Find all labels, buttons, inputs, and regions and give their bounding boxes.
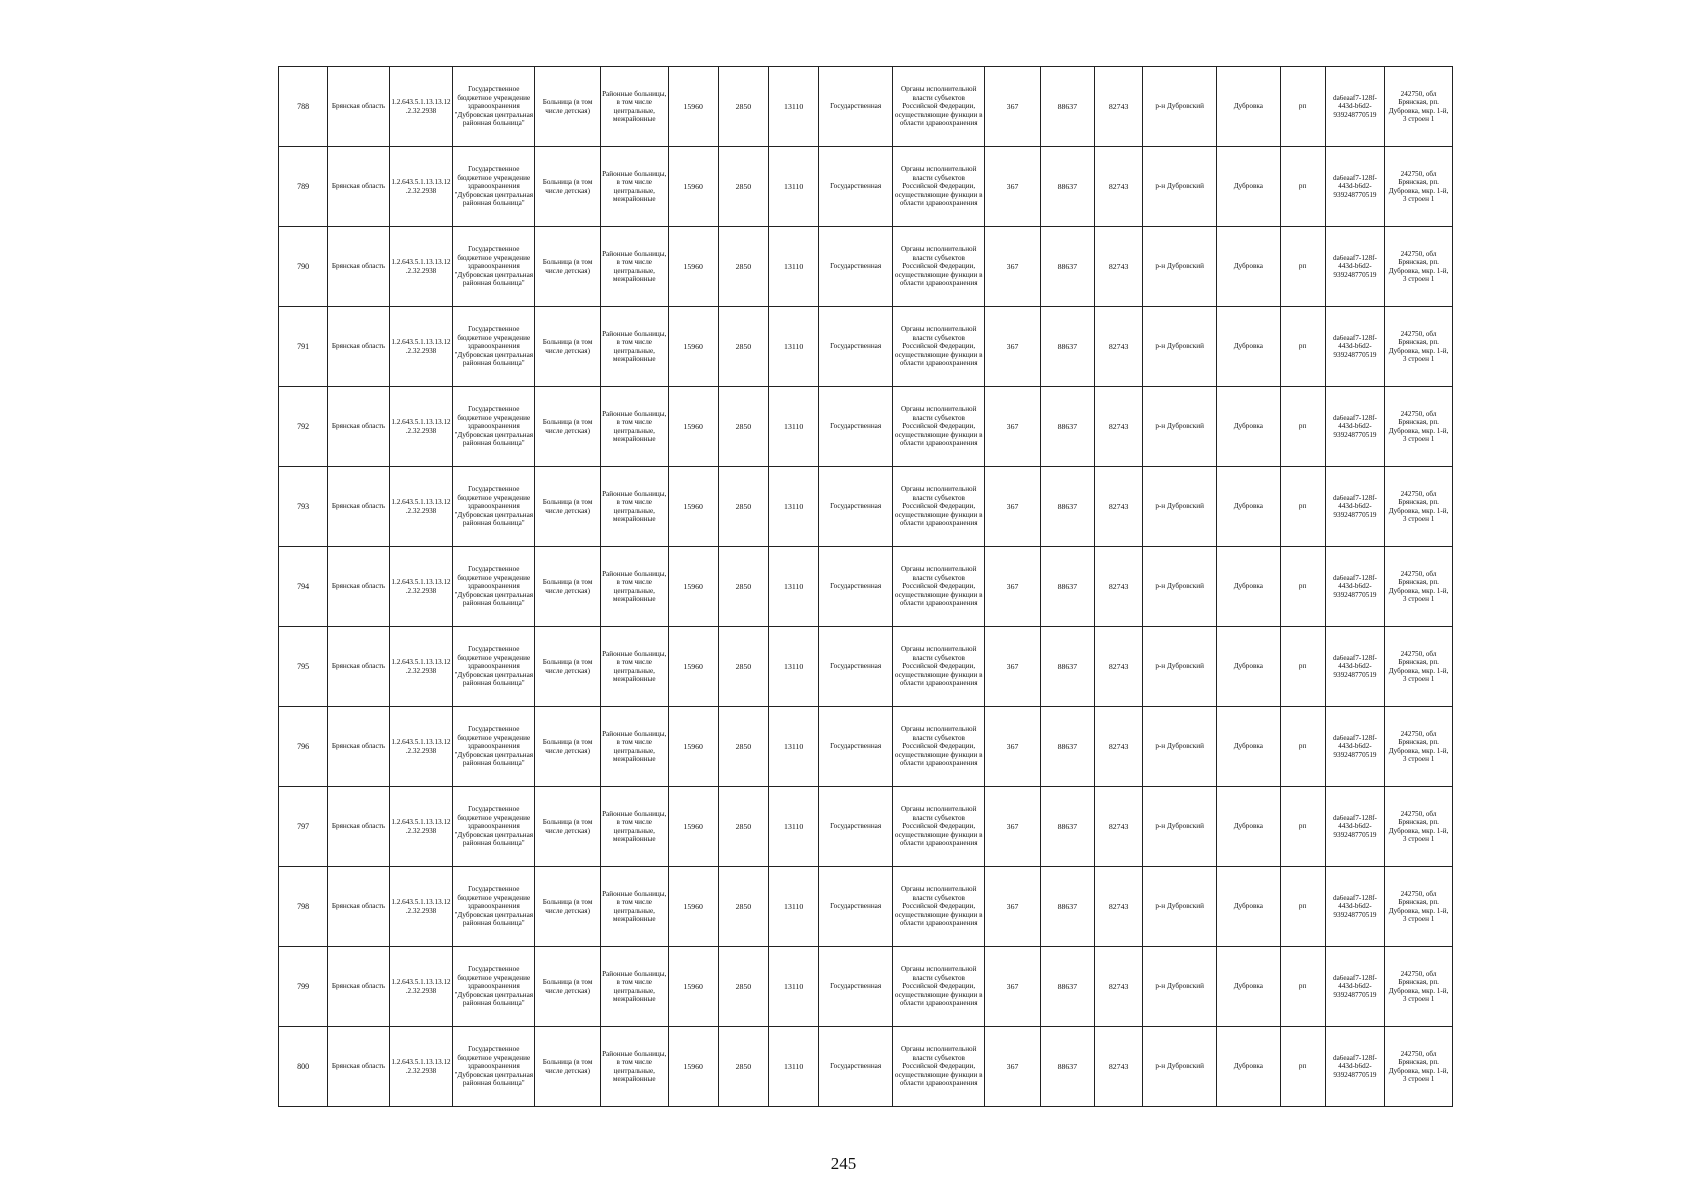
address-cell: 242750, обл Брянская, рп. Дубровка, мкр. 1-й, 3 строен 1 — [1385, 467, 1453, 547]
authority-cell: Органы исполнительной власти субъектов Российской Федерации, осуществляющие функции в области здравоохранения — [893, 147, 985, 227]
region-cell: Брянская область — [328, 307, 390, 387]
value-cell-6: 82743 — [1095, 67, 1143, 147]
region-cell: Брянская область — [328, 67, 390, 147]
facility-kind-cell: Больница (в том числе детская) — [535, 387, 601, 467]
table-row — [279, 147, 1453, 227]
oid-code-cell: 1.2.643.5.1.13.13.12.2.32.2938 — [389, 1027, 453, 1107]
table-row — [279, 387, 1453, 467]
authority-cell: Органы исполнительной власти субъектов Российской Федерации, осуществляющие функции в области здравоохранения — [893, 1027, 985, 1107]
address-cell: 242750, обл Брянская, рп. Дубровка, мкр. 1-й, 3 строен 1 — [1385, 147, 1453, 227]
organization-name-cell: Государственное бюджетное учреждение здравоохранения "Дубровская центральная районная больница" — [453, 547, 535, 627]
ownership-cell: Государственная — [819, 1027, 893, 1107]
value-cell-1: 15960 — [668, 467, 718, 547]
facility-category-cell: Районные больницы, в том числе центральные, межрайонные — [600, 67, 668, 147]
ownership-cell: Государственная — [819, 707, 893, 787]
facility-category-cell: Районные больницы, в том числе центральные, межрайонные — [600, 387, 668, 467]
authority-cell: Органы исполнительной власти субъектов Российской Федерации, осуществляющие функции в области здравоохранения — [893, 227, 985, 307]
district-cell: р-н Дубровский — [1143, 1027, 1217, 1107]
value-cell-4: 367 — [985, 147, 1040, 227]
ownership-cell: Государственная — [819, 387, 893, 467]
organization-name-cell: Государственное бюджетное учреждение здравоохранения "Дубровская центральная районная больница" — [453, 387, 535, 467]
facility-kind-cell: Больница (в том числе детская) — [535, 627, 601, 707]
settlement-type-cell: рп — [1280, 387, 1325, 467]
value-cell-3: 13110 — [769, 467, 819, 547]
value-cell-6: 82743 — [1095, 707, 1143, 787]
facility-kind-cell: Больница (в том числе детская) — [535, 947, 601, 1027]
row-number-cell: 795 — [279, 627, 328, 707]
value-cell-2: 2850 — [718, 147, 768, 227]
row-number-cell: 788 — [279, 67, 328, 147]
settlement-cell: Дубровка — [1217, 787, 1281, 867]
address-cell: 242750, обл Брянская, рп. Дубровка, мкр. 1-й, 3 строен 1 — [1385, 307, 1453, 387]
settlement-type-cell: рп — [1280, 787, 1325, 867]
value-cell-5: 88637 — [1040, 707, 1094, 787]
address-cell: 242750, обл Брянская, рп. Дубровка, мкр. 1-й, 3 строен 1 — [1385, 867, 1453, 947]
region-cell: Брянская область — [328, 867, 390, 947]
table-row — [279, 227, 1453, 307]
oid-code-cell: 1.2.643.5.1.13.13.12.2.32.2938 — [389, 547, 453, 627]
ownership-cell: Государственная — [819, 787, 893, 867]
value-cell-6: 82743 — [1095, 467, 1143, 547]
settlement-type-cell: рп — [1280, 867, 1325, 947]
guid-cell: da6eaaf7-128f-443d-b6d2-939248770519 — [1325, 867, 1384, 947]
district-cell: р-н Дубровский — [1143, 707, 1217, 787]
value-cell-6: 82743 — [1095, 227, 1143, 307]
value-cell-3: 13110 — [769, 627, 819, 707]
facility-kind-cell: Больница (в том числе детская) — [535, 707, 601, 787]
facility-category-cell: Районные больницы, в том числе центральные, межрайонные — [600, 867, 668, 947]
row-number-cell: 793 — [279, 467, 328, 547]
value-cell-6: 82743 — [1095, 1027, 1143, 1107]
authority-cell: Органы исполнительной власти субъектов Российской Федерации, осуществляющие функции в области здравоохранения — [893, 787, 985, 867]
address-cell: 242750, обл Брянская, рп. Дубровка, мкр. 1-й, 3 строен 1 — [1385, 547, 1453, 627]
oid-code-cell: 1.2.643.5.1.13.13.12.2.32.2938 — [389, 227, 453, 307]
guid-cell: da6eaaf7-128f-443d-b6d2-939248770519 — [1325, 147, 1384, 227]
guid-cell: da6eaaf7-128f-443d-b6d2-939248770519 — [1325, 787, 1384, 867]
table-row — [279, 67, 1453, 147]
value-cell-4: 367 — [985, 467, 1040, 547]
settlement-cell: Дубровка — [1217, 387, 1281, 467]
settlement-cell: Дубровка — [1217, 707, 1281, 787]
settlement-type-cell: рп — [1280, 547, 1325, 627]
facility-category-cell: Районные больницы, в том числе центральные, межрайонные — [600, 707, 668, 787]
facility-category-cell: Районные больницы, в том числе центральные, межрайонные — [600, 467, 668, 547]
value-cell-2: 2850 — [718, 387, 768, 467]
district-cell: р-н Дубровский — [1143, 67, 1217, 147]
district-cell: р-н Дубровский — [1143, 467, 1217, 547]
document-sheet — [278, 66, 1453, 1107]
oid-code-cell: 1.2.643.5.1.13.13.12.2.32.2938 — [389, 707, 453, 787]
facility-category-cell: Районные больницы, в том числе центральные, межрайонные — [600, 547, 668, 627]
value-cell-5: 88637 — [1040, 787, 1094, 867]
guid-cell: da6eaaf7-128f-443d-b6d2-939248770519 — [1325, 1027, 1384, 1107]
authority-cell: Органы исполнительной власти субъектов Российской Федерации, осуществляющие функции в области здравоохранения — [893, 307, 985, 387]
value-cell-5: 88637 — [1040, 947, 1094, 1027]
row-number-cell: 794 — [279, 547, 328, 627]
value-cell-2: 2850 — [718, 867, 768, 947]
settlement-cell: Дубровка — [1217, 867, 1281, 947]
value-cell-1: 15960 — [668, 947, 718, 1027]
ownership-cell: Государственная — [819, 547, 893, 627]
oid-code-cell: 1.2.643.5.1.13.13.12.2.32.2938 — [389, 387, 453, 467]
address-cell: 242750, обл Брянская, рп. Дубровка, мкр. 1-й, 3 строен 1 — [1385, 707, 1453, 787]
district-cell: р-н Дубровский — [1143, 147, 1217, 227]
oid-code-cell: 1.2.643.5.1.13.13.12.2.32.2938 — [389, 867, 453, 947]
organization-name-cell: Государственное бюджетное учреждение здравоохранения "Дубровская центральная районная больница" — [453, 1027, 535, 1107]
value-cell-6: 82743 — [1095, 547, 1143, 627]
value-cell-5: 88637 — [1040, 307, 1094, 387]
guid-cell: da6eaaf7-128f-443d-b6d2-939248770519 — [1325, 947, 1384, 1027]
authority-cell: Органы исполнительной власти субъектов Российской Федерации, осуществляющие функции в области здравоохранения — [893, 387, 985, 467]
row-number-cell: 796 — [279, 707, 328, 787]
value-cell-3: 13110 — [769, 547, 819, 627]
guid-cell: da6eaaf7-128f-443d-b6d2-939248770519 — [1325, 307, 1384, 387]
guid-cell: da6eaaf7-128f-443d-b6d2-939248770519 — [1325, 627, 1384, 707]
address-cell: 242750, обл Брянская, рп. Дубровка, мкр. 1-й, 3 строен 1 — [1385, 627, 1453, 707]
value-cell-6: 82743 — [1095, 867, 1143, 947]
settlement-cell: Дубровка — [1217, 467, 1281, 547]
settlement-type-cell: рп — [1280, 307, 1325, 387]
region-cell: Брянская область — [328, 147, 390, 227]
facility-kind-cell: Больница (в том числе детская) — [535, 227, 601, 307]
value-cell-5: 88637 — [1040, 227, 1094, 307]
settlement-cell: Дубровка — [1217, 947, 1281, 1027]
region-cell: Брянская область — [328, 547, 390, 627]
oid-code-cell: 1.2.643.5.1.13.13.12.2.32.2938 — [389, 307, 453, 387]
value-cell-5: 88637 — [1040, 147, 1094, 227]
address-cell: 242750, обл Брянская, рп. Дубровка, мкр. 1-й, 3 строен 1 — [1385, 1027, 1453, 1107]
value-cell-4: 367 — [985, 307, 1040, 387]
facility-kind-cell: Больница (в том числе детская) — [535, 1027, 601, 1107]
facility-kind-cell: Больница (в том числе детская) — [535, 867, 601, 947]
authority-cell: Органы исполнительной власти субъектов Российской Федерации, осуществляющие функции в области здравоохранения — [893, 547, 985, 627]
value-cell-4: 367 — [985, 627, 1040, 707]
ownership-cell: Государственная — [819, 467, 893, 547]
authority-cell: Органы исполнительной власти субъектов Российской Федерации, осуществляющие функции в области здравоохранения — [893, 867, 985, 947]
page-number: 245 — [830, 1154, 857, 1173]
oid-code-cell: 1.2.643.5.1.13.13.12.2.32.2938 — [389, 147, 453, 227]
settlement-cell: Дубровка — [1217, 1027, 1281, 1107]
guid-cell: da6eaaf7-128f-443d-b6d2-939248770519 — [1325, 707, 1384, 787]
facility-kind-cell: Больница (в том числе детская) — [535, 787, 601, 867]
authority-cell: Органы исполнительной власти субъектов Российской Федерации, осуществляющие функции в области здравоохранения — [893, 467, 985, 547]
authority-cell: Органы исполнительной власти субъектов Российской Федерации, осуществляющие функции в области здравоохранения — [893, 67, 985, 147]
settlement-cell: Дубровка — [1217, 147, 1281, 227]
row-number-cell: 790 — [279, 227, 328, 307]
value-cell-3: 13110 — [769, 307, 819, 387]
region-cell: Брянская область — [328, 467, 390, 547]
value-cell-4: 367 — [985, 1027, 1040, 1107]
region-cell: Брянская область — [328, 627, 390, 707]
organization-name-cell: Государственное бюджетное учреждение здравоохранения "Дубровская центральная районная больница" — [453, 67, 535, 147]
organization-name-cell: Государственное бюджетное учреждение здравоохранения "Дубровская центральная районная больница" — [453, 947, 535, 1027]
guid-cell: da6eaaf7-128f-443d-b6d2-939248770519 — [1325, 227, 1384, 307]
value-cell-5: 88637 — [1040, 547, 1094, 627]
value-cell-1: 15960 — [668, 707, 718, 787]
ownership-cell: Государственная — [819, 867, 893, 947]
value-cell-1: 15960 — [668, 387, 718, 467]
settlement-cell: Дубровка — [1217, 547, 1281, 627]
authority-cell: Органы исполнительной власти субъектов Российской Федерации, осуществляющие функции в области здравоохранения — [893, 947, 985, 1027]
value-cell-3: 13110 — [769, 867, 819, 947]
organization-name-cell: Государственное бюджетное учреждение здравоохранения "Дубровская центральная районная больница" — [453, 867, 535, 947]
row-number-cell: 792 — [279, 387, 328, 467]
oid-code-cell: 1.2.643.5.1.13.13.12.2.32.2938 — [389, 947, 453, 1027]
value-cell-3: 13110 — [769, 947, 819, 1027]
value-cell-2: 2850 — [718, 1027, 768, 1107]
region-cell: Брянская область — [328, 707, 390, 787]
value-cell-3: 13110 — [769, 67, 819, 147]
settlement-type-cell: рп — [1280, 1027, 1325, 1107]
row-number-cell: 797 — [279, 787, 328, 867]
value-cell-4: 367 — [985, 67, 1040, 147]
facility-kind-cell: Больница (в том числе детская) — [535, 67, 601, 147]
value-cell-4: 367 — [985, 867, 1040, 947]
district-cell: р-н Дубровский — [1143, 787, 1217, 867]
oid-code-cell: 1.2.643.5.1.13.13.12.2.32.2938 — [389, 787, 453, 867]
settlement-cell: Дубровка — [1217, 307, 1281, 387]
district-cell: р-н Дубровский — [1143, 627, 1217, 707]
address-cell: 242750, обл Брянская, рп. Дубровка, мкр. 1-й, 3 строен 1 — [1385, 387, 1453, 467]
guid-cell: da6eaaf7-128f-443d-b6d2-939248770519 — [1325, 547, 1384, 627]
region-cell: Брянская область — [328, 1027, 390, 1107]
organization-name-cell: Государственное бюджетное учреждение здравоохранения "Дубровская центральная районная больница" — [453, 707, 535, 787]
value-cell-3: 13110 — [769, 227, 819, 307]
district-cell: р-н Дубровский — [1143, 947, 1217, 1027]
value-cell-6: 82743 — [1095, 627, 1143, 707]
settlement-type-cell: рп — [1280, 947, 1325, 1027]
region-cell: Брянская область — [328, 227, 390, 307]
value-cell-6: 82743 — [1095, 947, 1143, 1027]
value-cell-1: 15960 — [668, 627, 718, 707]
table-row — [279, 547, 1453, 627]
ownership-cell: Государственная — [819, 227, 893, 307]
district-cell: р-н Дубровский — [1143, 307, 1217, 387]
ownership-cell: Государственная — [819, 147, 893, 227]
value-cell-1: 15960 — [668, 147, 718, 227]
oid-code-cell: 1.2.643.5.1.13.13.12.2.32.2938 — [389, 67, 453, 147]
facility-kind-cell: Больница (в том числе детская) — [535, 147, 601, 227]
value-cell-6: 82743 — [1095, 147, 1143, 227]
address-cell: 242750, обл Брянская, рп. Дубровка, мкр. 1-й, 3 строен 1 — [1385, 227, 1453, 307]
table-row — [279, 1027, 1453, 1107]
value-cell-2: 2850 — [718, 467, 768, 547]
settlement-type-cell: рп — [1280, 227, 1325, 307]
value-cell-2: 2850 — [718, 947, 768, 1027]
value-cell-3: 13110 — [769, 787, 819, 867]
facility-category-cell: Районные больницы, в том числе центральные, межрайонные — [600, 1027, 668, 1107]
row-number-cell: 798 — [279, 867, 328, 947]
ownership-cell: Государственная — [819, 627, 893, 707]
authority-cell: Органы исполнительной власти субъектов Российской Федерации, осуществляющие функции в области здравоохранения — [893, 627, 985, 707]
oid-code-cell: 1.2.643.5.1.13.13.12.2.32.2938 — [389, 627, 453, 707]
facility-kind-cell: Больница (в том числе детская) — [535, 547, 601, 627]
address-cell: 242750, обл Брянская, рп. Дубровка, мкр. 1-й, 3 строен 1 — [1385, 787, 1453, 867]
value-cell-2: 2850 — [718, 547, 768, 627]
value-cell-4: 367 — [985, 387, 1040, 467]
value-cell-1: 15960 — [668, 227, 718, 307]
organization-name-cell: Государственное бюджетное учреждение здравоохранения "Дубровская центральная районная больница" — [453, 227, 535, 307]
value-cell-2: 2850 — [718, 307, 768, 387]
value-cell-1: 15960 — [668, 67, 718, 147]
value-cell-2: 2850 — [718, 227, 768, 307]
table-row — [279, 627, 1453, 707]
organization-name-cell: Государственное бюджетное учреждение здравоохранения "Дубровская центральная районная больница" — [453, 627, 535, 707]
row-number-cell: 799 — [279, 947, 328, 1027]
region-cell: Брянская область — [328, 947, 390, 1027]
ownership-cell: Государственная — [819, 947, 893, 1027]
value-cell-5: 88637 — [1040, 387, 1094, 467]
district-cell: р-н Дубровский — [1143, 867, 1217, 947]
table-row — [279, 867, 1453, 947]
value-cell-1: 15960 — [668, 787, 718, 867]
ownership-cell: Государственная — [819, 67, 893, 147]
value-cell-2: 2850 — [718, 787, 768, 867]
authority-cell: Органы исполнительной власти субъектов Российской Федерации, осуществляющие функции в области здравоохранения — [893, 707, 985, 787]
guid-cell: da6eaaf7-128f-443d-b6d2-939248770519 — [1325, 387, 1384, 467]
oid-code-cell: 1.2.643.5.1.13.13.12.2.32.2938 — [389, 467, 453, 547]
value-cell-3: 13110 — [769, 147, 819, 227]
value-cell-3: 13110 — [769, 387, 819, 467]
table-row — [279, 707, 1453, 787]
table-row — [279, 787, 1453, 867]
district-cell: р-н Дубровский — [1143, 547, 1217, 627]
settlement-cell: Дубровка — [1217, 67, 1281, 147]
facility-category-cell: Районные больницы, в том числе центральные, межрайонные — [600, 627, 668, 707]
value-cell-3: 13110 — [769, 707, 819, 787]
value-cell-6: 82743 — [1095, 307, 1143, 387]
value-cell-6: 82743 — [1095, 787, 1143, 867]
row-number-cell: 789 — [279, 147, 328, 227]
district-cell: р-н Дубровский — [1143, 387, 1217, 467]
value-cell-4: 367 — [985, 227, 1040, 307]
address-cell: 242750, обл Брянская, рп. Дубровка, мкр. 1-й, 3 строен 1 — [1385, 67, 1453, 147]
value-cell-5: 88637 — [1040, 67, 1094, 147]
settlement-type-cell: рп — [1280, 707, 1325, 787]
value-cell-1: 15960 — [668, 307, 718, 387]
settlement-type-cell: рп — [1280, 67, 1325, 147]
settlement-cell: Дубровка — [1217, 627, 1281, 707]
table-body — [279, 67, 1453, 1107]
value-cell-5: 88637 — [1040, 627, 1094, 707]
value-cell-6: 82743 — [1095, 387, 1143, 467]
facility-category-cell: Районные больницы, в том числе центральные, межрайонные — [600, 947, 668, 1027]
guid-cell: da6eaaf7-128f-443d-b6d2-939248770519 — [1325, 467, 1384, 547]
region-cell: Брянская область — [328, 787, 390, 867]
facility-kind-cell: Больница (в том числе детская) — [535, 467, 601, 547]
value-cell-3: 13110 — [769, 1027, 819, 1107]
facility-category-cell: Районные больницы, в том числе центральные, межрайонные — [600, 147, 668, 227]
organization-name-cell: Государственное бюджетное учреждение здравоохранения "Дубровская центральная районная больница" — [453, 307, 535, 387]
value-cell-5: 88637 — [1040, 1027, 1094, 1107]
value-cell-5: 88637 — [1040, 467, 1094, 547]
facility-category-cell: Районные больницы, в том числе центральные, межрайонные — [600, 227, 668, 307]
row-number-cell: 800 — [279, 1027, 328, 1107]
value-cell-4: 367 — [985, 707, 1040, 787]
settlement-type-cell: рп — [1280, 467, 1325, 547]
region-cell: Брянская область — [328, 387, 390, 467]
value-cell-2: 2850 — [718, 707, 768, 787]
settlement-type-cell: рп — [1280, 147, 1325, 227]
value-cell-1: 15960 — [668, 867, 718, 947]
organization-name-cell: Государственное бюджетное учреждение здравоохранения "Дубровская центральная районная больница" — [453, 467, 535, 547]
value-cell-4: 367 — [985, 787, 1040, 867]
value-cell-4: 367 — [985, 947, 1040, 1027]
settlement-cell: Дубровка — [1217, 227, 1281, 307]
organization-name-cell: Государственное бюджетное учреждение здравоохранения "Дубровская центральная районная больница" — [453, 787, 535, 867]
value-cell-2: 2850 — [718, 67, 768, 147]
ownership-cell: Государственная — [819, 307, 893, 387]
table-row — [279, 307, 1453, 387]
table-row — [279, 467, 1453, 547]
facility-category-cell: Районные больницы, в том числе центральные, межрайонные — [600, 307, 668, 387]
value-cell-4: 367 — [985, 547, 1040, 627]
facility-category-cell: Районные больницы, в том числе центральные, межрайонные — [600, 787, 668, 867]
address-cell: 242750, обл Брянская, рп. Дубровка, мкр. 1-й, 3 строен 1 — [1385, 947, 1453, 1027]
value-cell-1: 15960 — [668, 1027, 718, 1107]
value-cell-2: 2850 — [718, 627, 768, 707]
organization-name-cell: Государственное бюджетное учреждение здравоохранения "Дубровская центральная районная больница" — [453, 147, 535, 227]
hospital-registry-table — [278, 66, 1453, 1107]
guid-cell: da6eaaf7-128f-443d-b6d2-939248770519 — [1325, 67, 1384, 147]
row-number-cell: 791 — [279, 307, 328, 387]
settlement-type-cell: рп — [1280, 627, 1325, 707]
value-cell-1: 15960 — [668, 547, 718, 627]
value-cell-5: 88637 — [1040, 867, 1094, 947]
district-cell: р-н Дубровский — [1143, 227, 1217, 307]
facility-kind-cell: Больница (в том числе детская) — [535, 307, 601, 387]
table-row — [279, 947, 1453, 1027]
